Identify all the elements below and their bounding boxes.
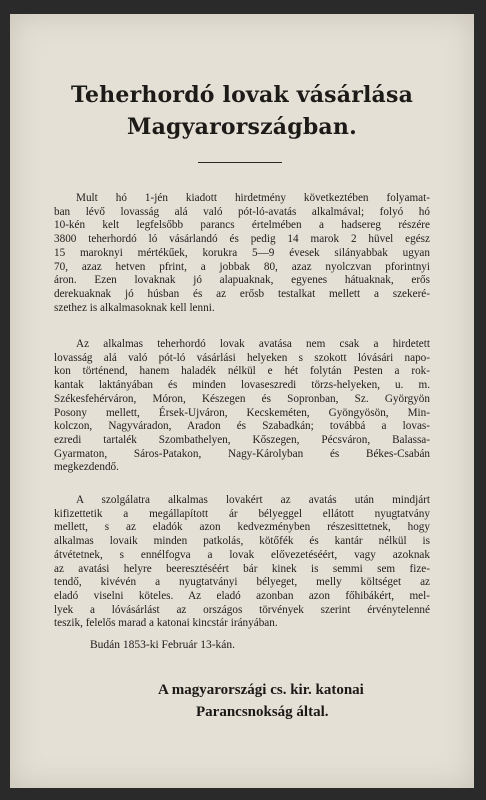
paragraph-1-line: derekuaknak jó húsban és az erősb testalkat mellett a szekeré-	[54, 287, 430, 300]
date-line: Budán 1853-ki Február 13-kán.	[90, 639, 235, 651]
paragraph-2-line: kolczon, Nagyváradon, Aradon és Szabadkán; továbbá a lovas-	[54, 420, 430, 433]
paragraph-1-line: 3800 teherhordó ló vásárlandó és pedig 14 marok 2 hüvel egész	[54, 233, 430, 246]
paragraph-2-line: kon történend, hanem haladék nélkül e hét folytán Pesten a rok-	[54, 365, 430, 378]
paragraph-1-line: Mult hó 1-jén kiadott hirdetmény következtében folyamat-	[76, 192, 430, 204]
paragraph-3-line: eladó viselni köteles. Az eladó azonban azon főhibákért, mel-	[54, 589, 430, 602]
paragraph-3-line: átvétetnek, s ennélfogva a lovak elővezetéséért, vagy azoknak	[54, 548, 430, 561]
paragraph-1-line: ban lévő lovasság alá való pót-ló-avatás alkalmával; folyó hó	[54, 205, 430, 218]
paragraph-3-line: alkalmas lovaik minden patkolás, kötőfék és kantár nélkül is	[54, 535, 430, 548]
signature-line-2: Parancsnokság által.	[196, 704, 329, 720]
title-divider	[198, 162, 282, 163]
paragraph-1	[54, 192, 430, 315]
title-line-2: Magyarországban.	[127, 114, 357, 140]
paragraph-2-line: Gyarmaton, Sáros-Patakon, Nagy-Károlyban és Békes-Csabán	[54, 447, 430, 460]
paragraph-2-line: kantak laktányában és minden lovaseszredi törzs-helyeken, u. m.	[54, 379, 430, 392]
paragraph-1-line: áron. Ezen lovaknak jó alapuaknak, egyenes hátuaknak, erős	[54, 274, 430, 287]
notice-sheet	[10, 14, 474, 788]
paragraph-2-line: Székesfehérváron, Móron, Készegen és Sopronban, Sz. Györgyön	[54, 392, 430, 405]
paragraph-1-line: szethez is alkalmasoknak kell lenni.	[54, 301, 215, 314]
paragraph-1-line: 70, azaz hetven pfrint, a jobbak 80, azaz nyolczvan pforintnyi	[54, 260, 430, 273]
paragraph-1-line: 10-kén kelt legfelsőbb parancs értelmében a hadsereg részére	[54, 219, 430, 232]
paragraph-3-line: tendő, kivévén a nyugtatványi bélyeget, melly költséget az	[54, 576, 430, 589]
paragraph-2-line: ezredi tartalék Szombathelyen, Kőszegen, Pécsváron, Balassa-	[54, 433, 430, 446]
paragraph-2-line: lovasság alá való pót-ló vásárlási helyeken s szokott lóvásári napo-	[54, 351, 430, 364]
paragraph-3	[54, 494, 430, 631]
paragraph-3-line: mellett, s az eladók azon kedvezményben részesittetnek, hogy	[54, 521, 430, 534]
paragraph-3-line: kifizettetik a megállapított ár bélyeggel ellátott nyugtatvány	[54, 507, 430, 520]
paragraph-3-line: lyek a lóvásárlást az országos törvények szerint érvénytelenné	[54, 603, 430, 616]
title-line-1: Teherhordó lovak vásárlása	[70, 82, 414, 108]
signature-line-1: A magyarországi cs. kir. katonai	[158, 682, 364, 698]
paragraph-3-line: A szolgálatra alkalmas lovakért az avatás után mindjárt	[76, 494, 430, 506]
paragraph-2	[54, 338, 430, 475]
paragraph-2-line: Posony mellett, Érsek-Ujváron, Kecskeméten, Gyöngyösön, Min-	[54, 406, 430, 419]
paragraph-3-line: az avatási helyre beeresztéséért bár kinek is semmi sem fize-	[54, 562, 430, 575]
paragraph-1-line: 15 maroknyi mértékűek, korukra 5—9 évesek silányabbak ugyan	[54, 246, 430, 259]
paragraph-2-line: Az alkalmas teherhordó lovak avatása nem csak a hirdetett	[76, 338, 430, 350]
paragraph-3-line: teszik, felelős marad a katonai kincstár irányában.	[54, 617, 278, 630]
paragraph-2-line: megkezdendő.	[54, 461, 119, 474]
